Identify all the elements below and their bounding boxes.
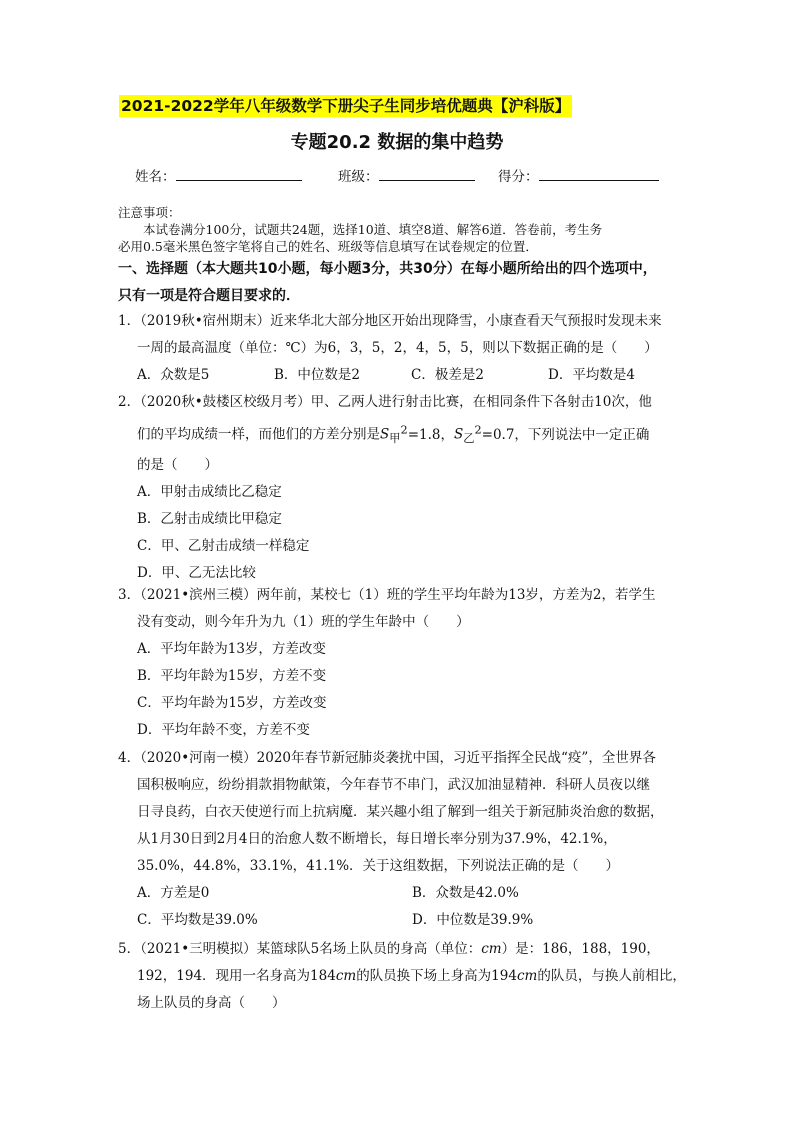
question-stem: 2．（2020秋•鼓楼区校级月考）甲、乙两人进行射击比赛，在相同条件下各射击10次，他 (118, 394, 652, 410)
question-2 (118, 389, 688, 587)
option-c[interactable]: C．极差是2 (411, 367, 484, 383)
stem-text: 们的平均成绩一样，而他们的方差分别是 (137, 426, 380, 443)
option-d[interactable]: D．中位数是39.9% (412, 912, 534, 928)
question-stem: 一周的最高温度（单位：℃）为6，3，5，2，4，5，5，则以下数据正确的是（ ） (137, 340, 658, 356)
stem-text: ）是：186，188，190， (501, 941, 660, 957)
question-stem: 4．（2020•河南一模）2020年春节新冠肺炎袭扰中国，习近平指挥全民战“疫”，全世界各 (118, 750, 656, 766)
option-a[interactable]: A．平均年龄为13岁，方差改变 (137, 641, 326, 657)
question-stem: 场上队员的身高（ ） (137, 995, 286, 1011)
unit: cm (516, 968, 538, 984)
question-stem: 国积极响应，纷纷捐款捐物献策，今年春节不串门，武汉加油显精神．科研人员夜以继 (137, 777, 650, 793)
section-line: 一、选择题（本大题共10小题，每小题3分，共30分）在每小题所给出的四个选项中， (118, 261, 657, 277)
option-c[interactable]: C．平均数是39.0% (137, 912, 258, 928)
option-a[interactable]: A．众数是5 (137, 367, 210, 383)
question-stem (118, 936, 688, 963)
superscript: 2 (400, 423, 408, 436)
option-b[interactable]: B．众数是42.0% (412, 885, 519, 901)
name-field[interactable] (135, 166, 302, 187)
option-a[interactable]: A．方差是0 (137, 885, 210, 901)
question-stem: 35.0%，44.8%，33.1%，41.1%．关于这组数据，下列说法正确的是（ ） (137, 858, 620, 874)
series-banner: 2021-2022学年八年级数学下册尖子生同步培优题典【沪科版】 (121, 97, 571, 115)
option-d[interactable]: D．平均年龄不变，方差不变 (137, 722, 310, 738)
page-title: 专题20.2 数据的集中趋势 (290, 132, 504, 153)
option-b[interactable]: B．平均年龄为15岁，方差不变 (137, 668, 327, 684)
question-4 (118, 745, 688, 934)
name-blank[interactable] (176, 166, 302, 181)
unit: cm (335, 968, 357, 984)
stem-text: $^2$=0.7，下列说法中一定正确 (474, 423, 650, 443)
section-heading (118, 256, 688, 310)
option-d[interactable]: D．平均数是4 (548, 367, 635, 383)
score-label: 得分： (498, 169, 539, 185)
stem-text: 5．（2021•三明模拟）某篮球队5名场上队员的身高（单位： (118, 941, 482, 957)
notice-heading: 注意事项： (118, 205, 181, 220)
score-field[interactable] (498, 166, 659, 187)
unit: cm (481, 941, 502, 957)
section-line: 只有一项是符合题目要求的． (118, 288, 300, 304)
subscript: 乙 (463, 432, 475, 446)
stem-text: 192，194．现用一名身高为184 (137, 968, 336, 984)
question-5 (118, 936, 688, 1017)
variance-symbol: S (380, 426, 390, 443)
stem-text: 的队员，与换人前相比， (537, 968, 686, 984)
stem-text: 的队员换下场上身高为194 (356, 968, 517, 984)
option-row (118, 907, 688, 934)
option-b[interactable]: B．中位数是2 (274, 367, 361, 383)
question-stem: 的是（ ） (137, 457, 218, 474)
option-b[interactable]: B．乙射击成绩比甲稳定 (137, 511, 282, 528)
notice-line: 必用0.5毫米黑色签字笔将自己的姓名、班级等信息填写在试卷规定的位置． (118, 239, 538, 254)
stem-text: $^2$=1.8， (400, 423, 454, 443)
question-stem: 日寻良药，白衣天使逆行而上抗病魔．某兴趣小组了解到一组关于新冠肺炎治愈的数据， (137, 804, 664, 820)
notice-block (118, 204, 688, 255)
question-1 (118, 308, 688, 389)
subscript: 甲 (389, 432, 401, 446)
option-d[interactable]: D．甲、乙无法比较 (137, 565, 256, 582)
option-row (118, 880, 688, 907)
question-stem: 从1月30日到2月4日的治愈人数不断增长，每日增长率分别为37.9%，42.1%， (137, 831, 617, 847)
option-a[interactable]: A．甲射击成绩比乙稳定 (137, 484, 282, 501)
name-label: 姓名： (135, 169, 176, 185)
question-stem: 1．（2019秋•宿州期末）近来华北大部分地区开始出现降雪，小康查看天气预报时发现未来 (118, 313, 662, 329)
question-stem: 3．（2021•滨州三模）两年前，某校七（1）班的学生平均年龄为13岁，方差为2，若学生 (118, 587, 656, 603)
class-blank[interactable] (379, 166, 475, 181)
superscript: 2 (474, 423, 482, 436)
class-field[interactable] (338, 166, 475, 187)
variance-symbol: S (453, 426, 464, 443)
class-label: 班级： (338, 169, 379, 185)
question-stem (118, 416, 688, 452)
question-3 (118, 582, 688, 744)
question-stem: 没有变动，则今年升为九（1）班的学生年龄中（ ） (137, 614, 470, 630)
score-blank[interactable] (539, 166, 659, 181)
option-c[interactable]: C．甲、乙射击成绩一样稳定 (137, 538, 310, 555)
option-c[interactable]: C．平均年龄为15岁，方差改变 (137, 695, 327, 711)
option-row (118, 362, 688, 389)
question-stem (118, 963, 688, 990)
notice-line: 本试卷满分100分，试题共24题，选择10道、填空8道、解答6道．答卷前，考生务 (143, 222, 603, 237)
